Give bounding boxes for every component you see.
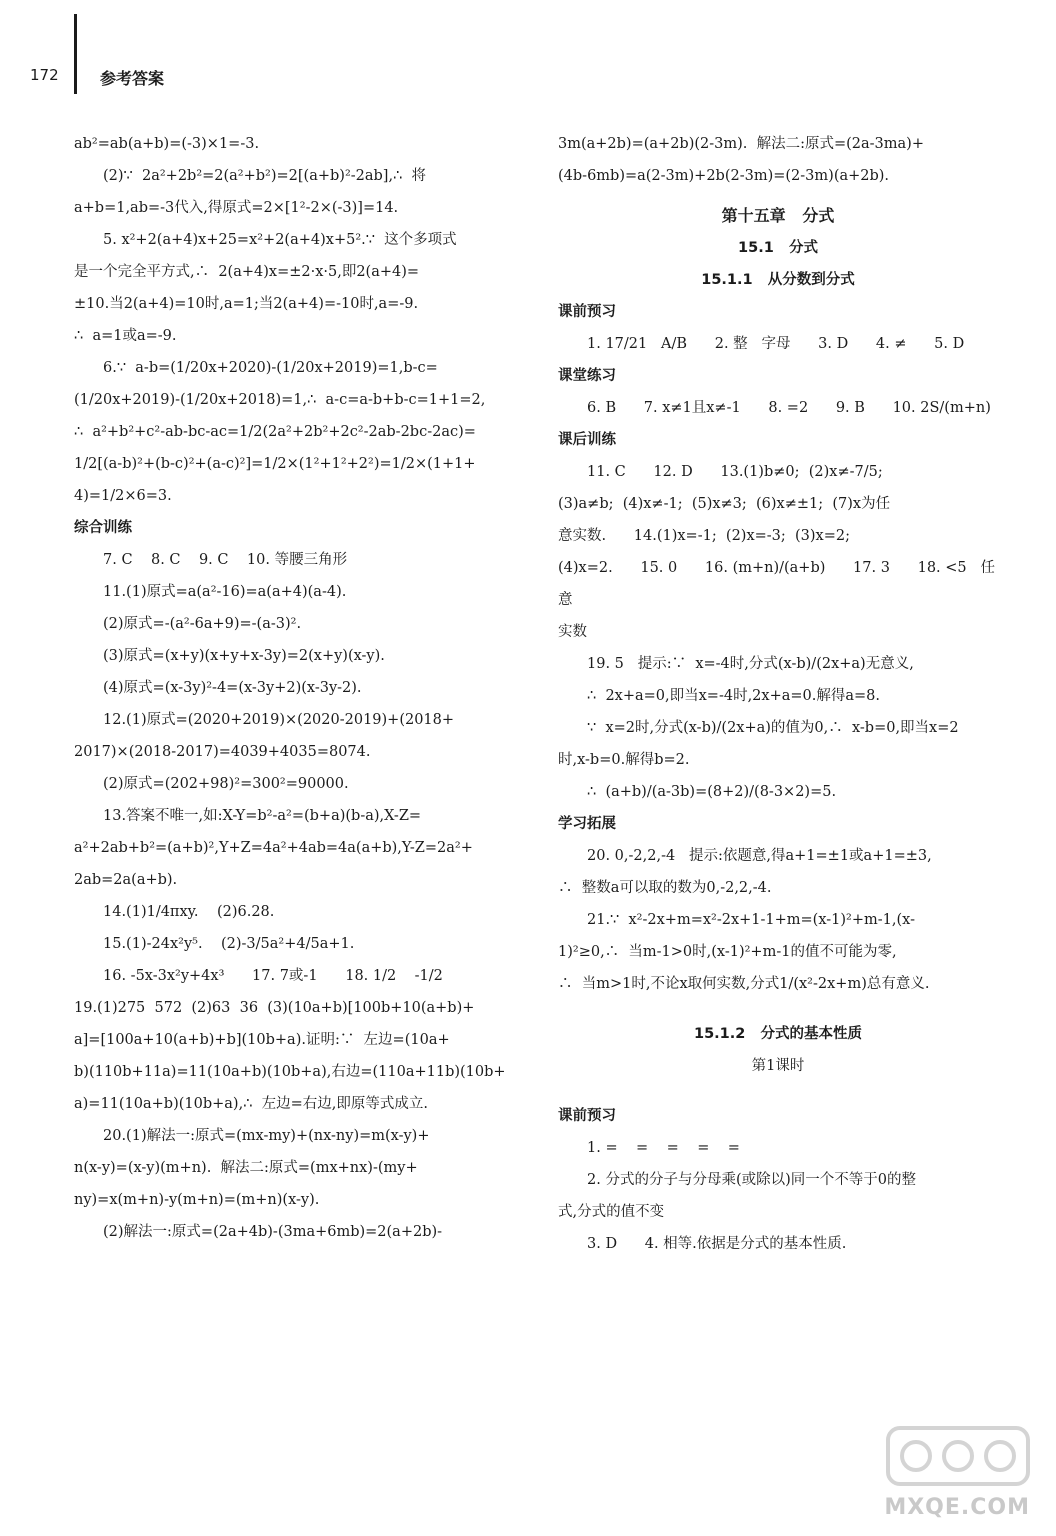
right-heading: 15.1.1 从分数到分式	[701, 272, 855, 288]
right-text-line: 意实数. 14.(1)x=-1; (2)x=-3; (3)x=2;	[558, 528, 850, 544]
left-text-line: 1/2[(a-b)²+(b-c)²+(a-c)²]=1/2×(1²+1²+2²)=1/2×(1+1+	[74, 456, 476, 472]
left-text-line: 是一个完全平方式,∴ 2(a+4)x=±2·x·5,即2(a+4)=	[74, 264, 420, 280]
left-text-line: 20.(1)解法一:原式=(mx-my)+(nx-ny)=m(x-y)+	[103, 1128, 430, 1144]
left-text-line: ny)=x(m+n)-y(m+n)=(m+n)(x-y).	[74, 1192, 320, 1208]
right-text-line: 6. B 7. x≠1且x≠-1 8. =2 9. B 10. 2S/(m+n)	[587, 400, 991, 416]
left-heading: 综合训练	[74, 520, 132, 536]
right-heading: 15.1.2 分式的基本性质	[693, 1026, 863, 1042]
right-text-line: 2. 分式的分子与分母乘(或除以)同一个不等于0的整	[587, 1172, 916, 1188]
right-heading: 课后训练	[558, 432, 616, 448]
right-heading: 课堂练习	[558, 368, 616, 384]
right-text-line: 19. 5 提示:∵ x=-4时,分式(x-b)/(2x+a)无意义,	[587, 656, 914, 672]
left-text-line: 4)=1/2×6=3.	[74, 488, 172, 504]
right-heading: 第十五章 分式	[721, 206, 835, 225]
right-text-line: 1. = = = = =	[587, 1140, 740, 1156]
right-text-line: 时,x-b=0.解得b=2.	[558, 752, 690, 768]
right-text-line: 实数	[558, 624, 587, 640]
right-heading: 课前预习	[558, 1108, 616, 1124]
right-text-line: (4)x=2. 15. 0 16. (m+n)/(a+b) 17. 3 18. <5 任意	[558, 560, 995, 608]
header-title: 参考答案	[100, 69, 165, 88]
left-text-line: 16. -5x-3x²y+4x³ 17. 7或-1 18. 1/2 -1/2	[103, 968, 443, 984]
right-column	[558, 128, 998, 1260]
left-text-line: 2017)×(2018-2017)=4039+4035=8074.	[74, 744, 371, 760]
left-text-line: a)=11(10a+b)(10b+a),∴ 左边=右边,即原等式成立.	[74, 1096, 429, 1112]
right-heading: 课前预习	[558, 304, 616, 320]
left-text-line: (2)∵ 2a²+2b²=2(a²+b²)=2[(a+b)²-2ab],∴ 将	[103, 168, 427, 184]
left-text-line: ∴ a=1或a=-9.	[74, 328, 177, 344]
spacer	[558, 1000, 998, 1018]
left-text-line: ±10.当2(a+4)=10时,a=1;当2(a+4)=-10时,a=-9.	[74, 296, 419, 312]
right-text-line: ∴ 整数a可以取的数为0,-2,2,-4.	[558, 880, 772, 896]
left-text-line: 19.(1)275 572 (2)63 36 (3)(10a+b)[100b+10(a+b)+	[74, 1000, 475, 1016]
header-divider	[74, 14, 77, 94]
left-text-line: 2ab=2a(a+b).	[74, 872, 178, 888]
left-text-line: 11.(1)原式=a(a²-16)=a(a+4)(a-4).	[103, 584, 347, 600]
right-text-line: 3. D 4. 相等.依据是分式的基本性质.	[587, 1236, 847, 1252]
right-text-line: 1. 17/21 A/B 2. 整 字母 3. D 4. ≠ 5. D	[587, 336, 965, 352]
right-heading: 学习拓展	[558, 816, 616, 832]
left-text-line: (2)原式=-(a²-6a+9)=-(a-3)².	[103, 616, 302, 632]
left-text-line: b)(110b+11a)=11(10a+b)(10b+a),右边=(110a+11b)(10b+	[74, 1064, 506, 1080]
left-text-line: 5. x²+2(a+4)x+25=x²+2(a+4)x+5².∵ 这个多项式	[103, 232, 457, 248]
left-text-line: (2)解法一:原式=(2a+4b)-(3ma+6mb)=2(a+2b)-	[103, 1224, 443, 1240]
right-text-line: 第1课时	[751, 1058, 805, 1074]
left-text-line: a]=[100a+10(a+b)+b](10b+a).证明:∵ 左边=(10a+	[74, 1032, 450, 1048]
spacer	[558, 1082, 998, 1100]
watermark-text: MXQE.COM	[884, 1495, 1030, 1520]
left-text-line: 13.答案不唯一,如:X-Y=b²-a²=(b+a)(b-a),X-Z=	[103, 808, 422, 824]
right-text-line: ∴ 当m>1时,不论x取何实数,分式1/(x²-2x+m)总有意义.	[558, 976, 930, 992]
right-text-line: 20. 0,-2,2,-4 提示:依题意,得a+1=±1或a+1=±3,	[587, 848, 932, 864]
left-text-line: (1/20x+2019)-(1/20x+2018)=1,∴ a-c=a-b+b-c=1+1=2,	[74, 392, 486, 408]
left-text-line: 12.(1)原式=(2020+2019)×(2020-2019)+(2018+	[103, 712, 455, 728]
page-header	[0, 0, 1056, 100]
right-text-line: 1)²≥0,∴ 当m-1>0时,(x-1)²+m-1的值不可能为零,	[558, 944, 897, 960]
right-text-line: ∵ x=2时,分式(x-b)/(2x+a)的值为0,∴ x-b=0,即当x=2	[587, 720, 959, 736]
left-text-line: 15.(1)-24x²y⁵. (2)-3/5a²+4/5a+1.	[103, 936, 355, 952]
left-text-line: a+b=1,ab=-3代入,得原式=2×[1²-2×(-3)]=14.	[74, 200, 399, 216]
right-text-line: 3m(a+2b)=(a+2b)(2-3m). 解法二:原式=(2a-3ma)+	[558, 136, 924, 152]
left-text-line: (4)原式=(x-3y)²-4=(x-3y+2)(x-3y-2).	[103, 680, 362, 696]
right-text-line: ∴ 2x+a=0,即当x=-4时,2x+a=0.解得a=8.	[587, 688, 880, 704]
right-heading: 15.1 分式	[738, 240, 818, 256]
left-text-line: 14.(1)1/4πxy. (2)6.28.	[103, 904, 275, 920]
left-text-line: (2)原式=(202+98)²=300²=90000.	[103, 776, 349, 792]
right-text-line: (3)a≠b; (4)x≠-1; (5)x≠3; (6)x≠±1; (7)x为任	[558, 496, 891, 512]
left-text-line: ∴ a²+b²+c²-ab-bc-ac=1/2(2a²+2b²+2c²-2ab-2bc-2ac)=	[74, 424, 476, 440]
left-column	[74, 128, 506, 1248]
right-text-line: 11. C 12. D 13.(1)b≠0; (2)x≠-7/5;	[587, 464, 883, 480]
left-text-line: 7. C 8. C 9. C 10. 等腰三角形	[103, 552, 348, 568]
left-text-line: (3)原式=(x+y)(x+y+x-3y)=2(x+y)(x-y).	[103, 648, 385, 664]
right-text-line: 式,分式的值不变	[558, 1204, 665, 1220]
left-text-line: a²+2ab+b²=(a+b)²,Y+Z=4a²+4ab=4a(a+b),Y-Z=2a²+	[74, 840, 473, 856]
left-text-line: 6.∵ a-b=(1/20x+2020)-(1/20x+2019)=1,b-c=	[103, 360, 438, 376]
right-text-line: ∴ (a+b)/(a-3b)=(8+2)/(8-3×2)=5.	[587, 784, 837, 800]
left-text-line: n(x-y)=(x-y)(m+n). 解法二:原式=(mx+nx)-(my+	[74, 1160, 418, 1176]
left-text-line: ab²=ab(a+b)=(-3)×1=-3.	[74, 136, 260, 152]
right-text-line: 21.∵ x²-2x+m=x²-2x+1-1+m=(x-1)²+m-1,(x-	[587, 912, 915, 928]
page-number: 172	[30, 66, 59, 84]
right-text-line: (4b-6mb)=a(2-3m)+2b(2-3m)=(2-3m)(a+2b).	[558, 168, 890, 184]
